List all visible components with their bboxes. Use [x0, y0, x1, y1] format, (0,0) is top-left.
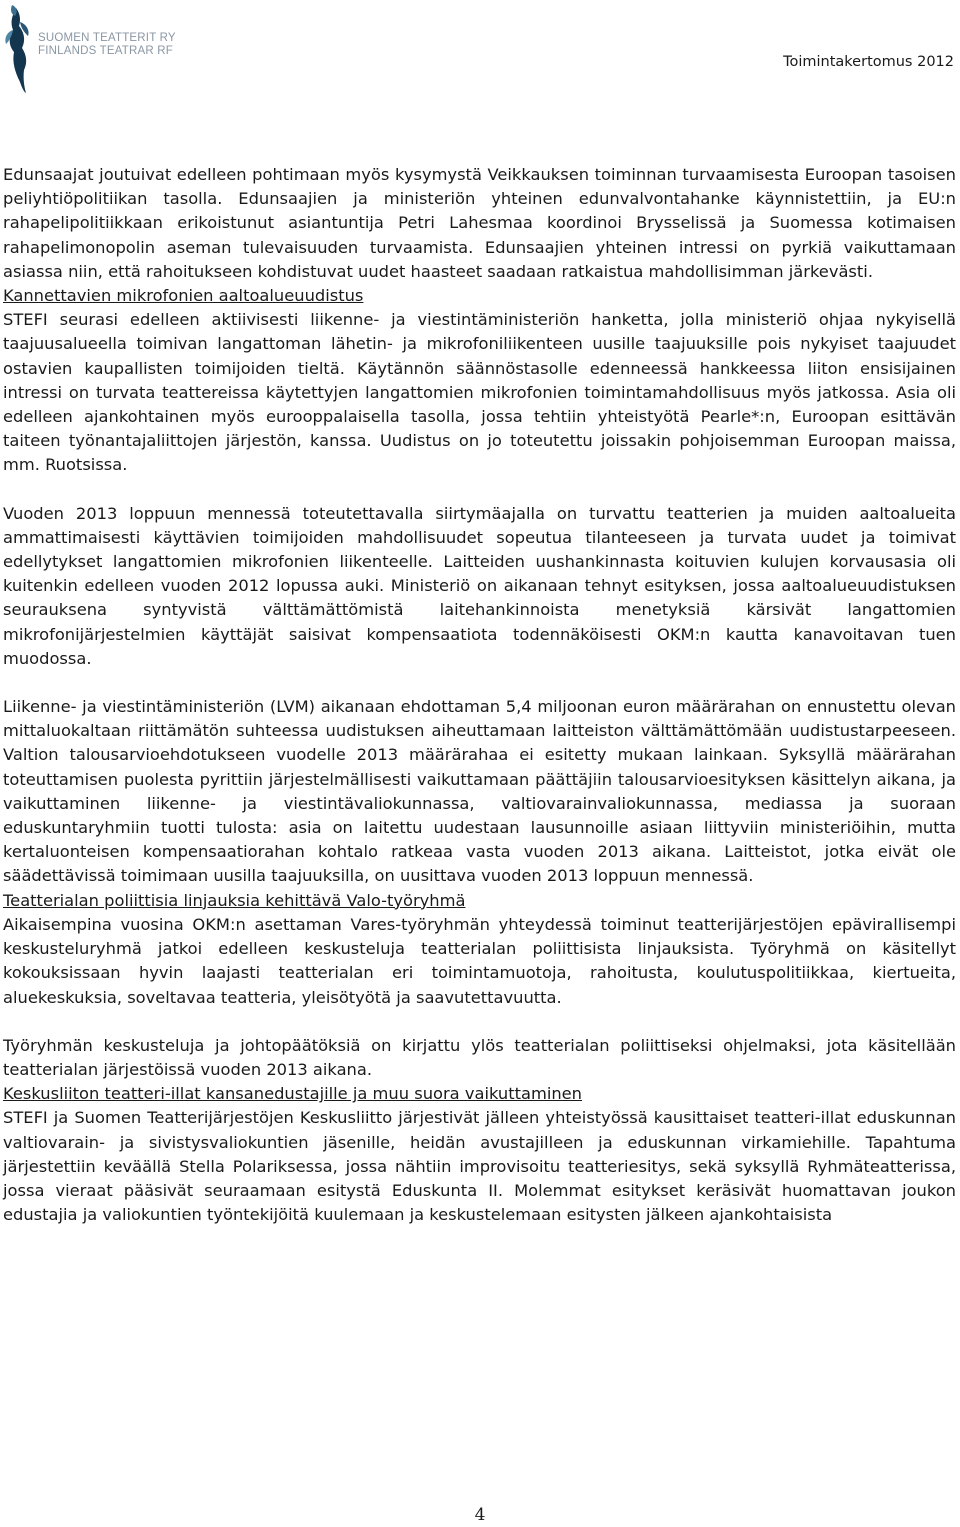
- paragraph: Liikenne- ja viestintäministeriön (LVM) aikanaan ehdottaman 5,4 miljoonan euron määrärahan on ennustettu olevan mittaluokaltaan riittämätön suhteessa uudistuksen aiheuttamaan laitteiston välttämättömään uudistustarpeeseen. Valtion talousarvioehdotukseen vuodelle 2013 määrärahaa ei esitetty mukaan lainkaan. Syksyllä määrärahan toteuttamisen puolesta pyrittiin järjestelmällisesti vaikuttamaan päättäjiin talousarvioesityksen käsittelyn aikana, ja vaikuttaminen liikenne- ja viestintävaliokunnassa, valtiovarainvaliokunnassa, mediassa ja suoraan eduskuntaryhmiin tuotti tulosta: asia on laitettu uudestaan lausunnoille asiaan liittyviin ministeriöihin, mutta kertaluonteisen kompensaatiorahan kohtalo ratkeaa vasta vuoden 2013 aikana. Laitteistot, jotka eivät ole säädettävissä toimimaan uusilla taajuuksilla, on uusittava vuoden 2013 loppuun mennessä.: [3, 697, 956, 886]
- organization-logo: [2, 2, 177, 94]
- paragraph: Aikaisempina vuosina OKM:n asettaman Vares-työryhmän yhteydessä toiminut teatterijärjestöjen epävirallisempi keskusteluryhmä jatkoi edelleen keskusteluja teatterialan poliittisista linjauksista. Työryhmä on käsitellyt kokouksissaan hyvin laajasti teatterialan eri toimintamuotoja, rahoitusta, koulutuspolitiikkaa, kiertueita, aluekeskuksia, soveltavaa teatteria, yleisötyötä ja saavutettavuutta.: [3, 914, 956, 1007]
- stylized-dancer-figure-icon: [2, 2, 42, 94]
- org-name-finnish: SUOMEN TEATTERIT RY: [38, 32, 176, 44]
- page-number: 4: [474, 1505, 486, 1525]
- paragraph: Vuoden 2013 loppuun mennessä toteutettavalla siirtymäajalla on turvattu teatterien ja muiden aaltoalueita ammattimaisesti käyttävien toimijoiden mahdollisuudet sopeutua tilanteeseen ja turvata uudet ja toimivat edellytykset langattomien mikrofonien liikenteelle. Laitteiden uushankinnasta koituvien kulujen korvausasia oli kuitenkin edelleen vuoden 2012 lopussa auki. Ministeriö on aikanaan tehnyt esityksen, jossa aaltoalueuudistuksen seurauksena syntyvistä välttämättömistä laitehankinnoista menetyksiä kärsivät langattomien mikrofonijärjestelmien käyttäjät saisivat kompensaatiota todennäköisesti OKM:n kautta kanavoitavan tuen muodossa.: [3, 503, 956, 668]
- paragraph: STEFI seurasi edelleen aktiivisesti liikenne- ja viestintäministeriön hanketta, jolla ministeriö ohjaa nykyisellä taajuusalueella toimivan langattoman lähetin- ja mikrofoniliikenteen uusille taajuuksille pois nykyiset taajuudet ostavien kaupallisten toimijoiden tieltä. Käytännön säännöstasolle edenneessä hankkeessa liiton ensisijainen intressi on turvata teattereissa käytettyjen langattomien mikrofonien toimintamahdollisuus myös jatkossa. Asia oli edelleen ajankohtainen myös eurooppalaisella tasolla, jossa tehtiin yhteistyötä Pearle*:n, Euroopan esittävän taiteen työnantajaliittojen järjestön, kanssa. Uudistus on jo toteutettu joissakin pohjoisemman Euroopan maissa, mm. Ruotsissa.: [3, 310, 956, 475]
- report-title: Toimintakertomus 2012: [783, 54, 954, 70]
- intro-paragraph: Edunsaajat joutuivat edelleen pohtimaan myös kysymystä Veikkauksen toiminnan turvaamisesta Euroopan tasoisen peliyhtiöpolitiikan tasolla. Edunsaajien ja ministeriön yhteinen edunvalvontahanke käynnistettiin, ja EU:n rahapelipolitiikkaan erikoistunut asiantuntija Petri Lahesmaa koordinoi Brysselissä ja Suomessa kotimaisen rahapelimonopolin aseman tulevaisuuden turvaamista. Edunsaajien yhteinen intressi on pyrkiä vaikuttamaan asiassa niin, että rahoitukseen kohdistuvat uudet haasteet saadaan ratkaistua mahdollisimman järkevästi.: [3, 165, 956, 281]
- paragraph: Työryhmän keskusteluja ja johtopäätöksiä on kirjattu ylös teatterialan poliittiseksi ohjelmaksi, jota käsitellään teatterialan järjestöissä vuoden 2013 aikana.: [3, 1035, 956, 1079]
- section-heading-microphones: Kannettavien mikrofonien aaltoalueuudistus: [3, 286, 364, 306]
- section-heading-theatre-evenings: Keskusliiton teatteri-illat kansanedustajille ja muu suora vaikuttaminen: [3, 1084, 583, 1104]
- org-name-swedish: FINLANDS TEATRAR RF: [38, 45, 173, 57]
- document-body: [3, 163, 956, 1227]
- paragraph: STEFI ja Suomen Teatterijärjestöjen Keskusliitto järjestivät jälleen yhteistyössä kausittaiset teatteri-illat eduskunnan valtiovarain- ja sivistysvaliokuntien jäsenille, heidän avustajilleen ja eduskunnan virkamiehille. Tapahtuma järjestettiin keväällä Stella Polariksessa, jossa nähtiin improvisoitu teatteriesitys, sekä syksyllä Ryhmäteatterissa, jossa vieraat pääsivät seuraamaan esitystä Eduskunta II. Molemmat esitykset keräsivät huomattavan joukon edustajia ja valiokuntien työntekijöitä kuulemaan ja keskustelemaan esitysten jälkeen ajankohtaisista: [3, 1108, 956, 1225]
- section-heading-valo-working-group: Teatterialan poliittisia linjauksia kehittävä Valo-työryhmä: [3, 890, 466, 910]
